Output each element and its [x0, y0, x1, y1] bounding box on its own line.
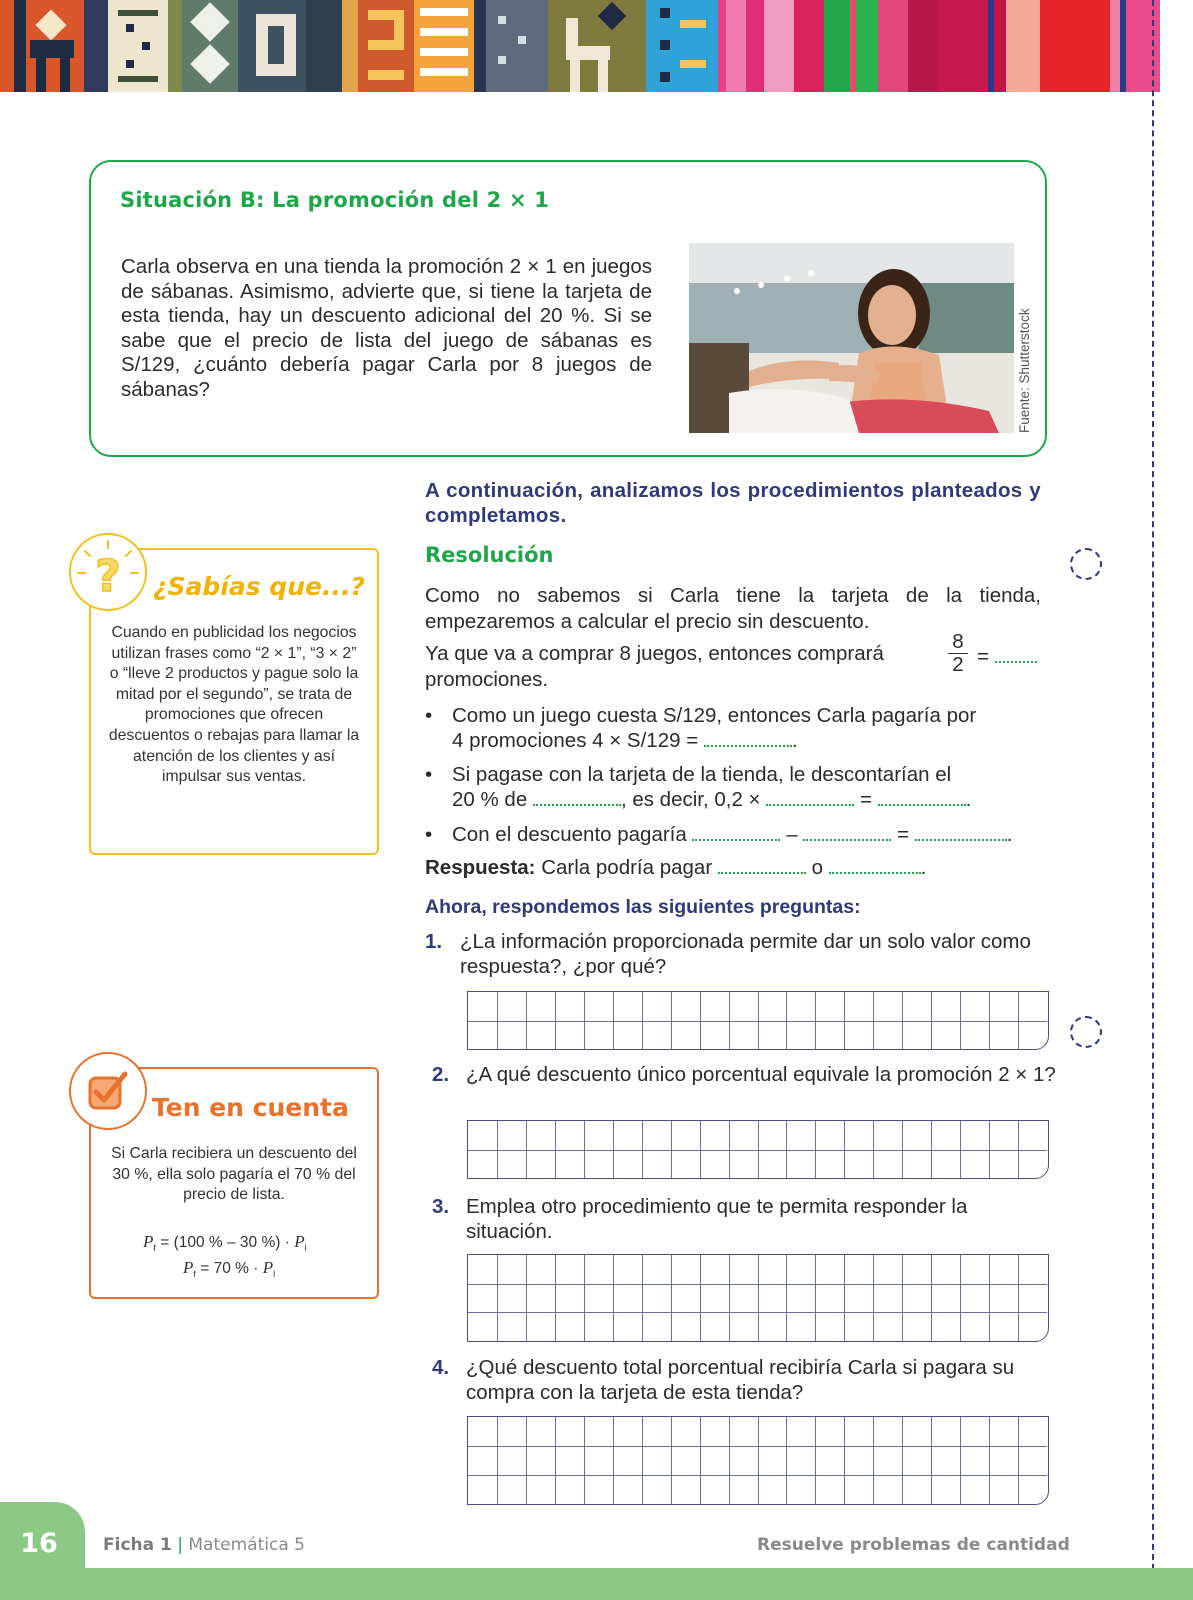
question-number: 1.	[425, 930, 443, 953]
formula-variable: P	[294, 1232, 305, 1251]
period: .	[965, 788, 972, 811]
bullet-text-line: Con el descuento pagaría	[452, 823, 687, 846]
answer-blank[interactable]	[915, 825, 1007, 841]
decorative-textile-banner	[0, 0, 1160, 92]
bullet-text	[452, 762, 1041, 812]
answer-line	[425, 855, 1041, 881]
footer-ficha	[103, 1535, 305, 1555]
formula-subscript: f	[193, 1269, 196, 1280]
minus-sign: –	[786, 823, 798, 846]
store-photo	[689, 243, 1014, 433]
equals-sign: =	[977, 645, 989, 668]
bullet-text-line: 20 % de	[452, 788, 528, 811]
checkbox-icon	[69, 1052, 147, 1130]
bullet-item	[425, 822, 1041, 848]
formula-subscript: f	[153, 1243, 156, 1254]
question-number: 3.	[432, 1195, 450, 1218]
intro-text: A continuación, analizamos los procedimientos planteados y completamos.	[425, 479, 1041, 527]
period: .	[1006, 823, 1013, 846]
answer-blank[interactable]	[692, 825, 780, 841]
photo-credit: Fuente: Shutterstock	[1017, 308, 1032, 433]
formula-line-2	[183, 1258, 275, 1279]
situation-text: Carla observa en una tienda la promoción 2 × 1 en juegos de sábanas. Asimismo, advierte que, si tiene la tarjeta de esta tienda, hay un descuento adicional del 20 %. Si se sabe que el precio de lista del juego de sábanas es S/129, ¿cuánto debería pagar Carla por 8 juegos de sábanas?	[121, 255, 652, 401]
footer-separator: |	[177, 1535, 183, 1555]
ficha-label: Ficha 1	[103, 1535, 172, 1555]
cut-marker	[1070, 548, 1102, 580]
bullet-text-line: 4 promociones 4 × S/129 =	[452, 729, 699, 752]
bullet-text	[452, 822, 1041, 847]
bullet-text-line: Si pagase con la tarjeta de la tienda, le descontarían el	[452, 763, 952, 786]
answer-grid[interactable]	[467, 1416, 1049, 1505]
answer-blank[interactable]	[704, 731, 792, 747]
bullet-item	[425, 703, 1041, 755]
question-text: ¿Qué descuento total porcentual recibiría Carla si pagara su compra con la tarjeta de esta tienda?	[466, 1356, 1015, 1404]
resolution-paragraph: promociones.	[425, 668, 549, 691]
footer-bar	[0, 1568, 1193, 1600]
resolution-paragraph: Como no sabemos si Carla tiene la tarjeta de la tienda, empezaremos a calcular el precio sin descuento.	[425, 584, 1041, 633]
answer-grid[interactable]	[467, 991, 1049, 1050]
formula-expression: = (100 % – 30 %) ·	[160, 1234, 290, 1251]
ten-en-cuenta-text: Si Carla recibiera un descuento del 30 %, ella solo pagaría el 70 % del precio de lista.	[111, 1145, 357, 1204]
answer-blank[interactable]	[878, 790, 966, 806]
answer-blank[interactable]	[533, 790, 621, 806]
answer-line[interactable]	[977, 645, 1037, 669]
or-text: o	[811, 856, 823, 879]
ten-en-cuenta-title: Ten en cuenta	[152, 1093, 349, 1122]
period: .	[791, 729, 798, 752]
bullet-text-line: Como un juego cuesta S/129, entonces Carla pagaría por	[452, 704, 977, 727]
respuesta-text: Carla podría pagar	[541, 856, 713, 879]
answer-blank[interactable]	[718, 858, 806, 874]
bullet-text-line: , es decir, 0,2 ×	[620, 788, 761, 811]
respuesta-label: Respuesta:	[425, 856, 536, 879]
svg-text:?: ?	[95, 551, 121, 602]
answer-blank[interactable]	[829, 858, 921, 874]
answer-blank[interactable]	[995, 647, 1037, 663]
bullet-item	[425, 762, 1041, 814]
question-number: 2.	[432, 1063, 450, 1086]
answer-blank[interactable]	[766, 790, 854, 806]
footer-competency: Resuelve problemas de cantidad	[757, 1535, 1070, 1555]
bullet-dot: •	[425, 763, 433, 786]
situation-title: Situación B: La promoción del 2 × 1	[120, 188, 550, 212]
subject-label: Matemática 5	[188, 1535, 305, 1555]
resolution-paragraph: Ya que va a comprar 8 juegos, entonces comprará	[425, 642, 884, 665]
answer-grid[interactable]	[467, 1254, 1049, 1342]
sabias-que-title: ¿Sabías que...?	[153, 572, 365, 601]
equals-sign: =	[897, 823, 909, 846]
question-text: ¿La información proporcionada permite dar un solo valor como respuesta?, ¿por qué?	[460, 930, 1031, 978]
bullet-text	[452, 703, 1041, 753]
equals-sign: =	[859, 788, 872, 811]
formula-expression: = 70 % ·	[200, 1260, 259, 1277]
question-text: Emplea otro procedimiento que te permita responder la situación.	[466, 1195, 968, 1243]
question-number: 4.	[432, 1356, 450, 1379]
cut-line	[1152, 0, 1154, 1600]
cut-marker	[1070, 1016, 1102, 1048]
sabias-que-text: Cuando en publicidad los negocios utilizan frases como “2 × 1”, “3 × 2” o “lleve 2 productos y pague solo la mitad por el segundo”, se trata de promociones que ofrecen descuentos o rebajas para llamar la atención de los clientes y así impulsar sus ventas.	[108, 624, 360, 786]
fraction-numerator: 8	[948, 631, 968, 654]
formula-variable: P	[183, 1258, 194, 1277]
preguntas-title: Ahora, respondemos las siguientes preguntas:	[425, 896, 861, 918]
fraction-denominator: 2	[952, 653, 964, 676]
answer-grid[interactable]	[467, 1120, 1049, 1179]
answer-blank[interactable]	[803, 825, 891, 841]
formula-subscript: l	[304, 1243, 307, 1254]
bullet-dot: •	[425, 704, 433, 727]
resolucion-title: Resolución	[425, 543, 554, 567]
question-text: ¿A qué descuento único porcentual equivale la promoción 2 × 1?	[466, 1063, 1056, 1086]
formula-variable: P	[143, 1232, 154, 1251]
period: .	[920, 856, 927, 879]
question-mark-icon	[69, 533, 147, 611]
formula-line-1	[143, 1232, 307, 1253]
bullet-dot: •	[425, 823, 433, 846]
formula-subscript: l	[273, 1269, 276, 1280]
formula-variable: P	[262, 1258, 274, 1277]
page-number: 16	[20, 1528, 58, 1559]
